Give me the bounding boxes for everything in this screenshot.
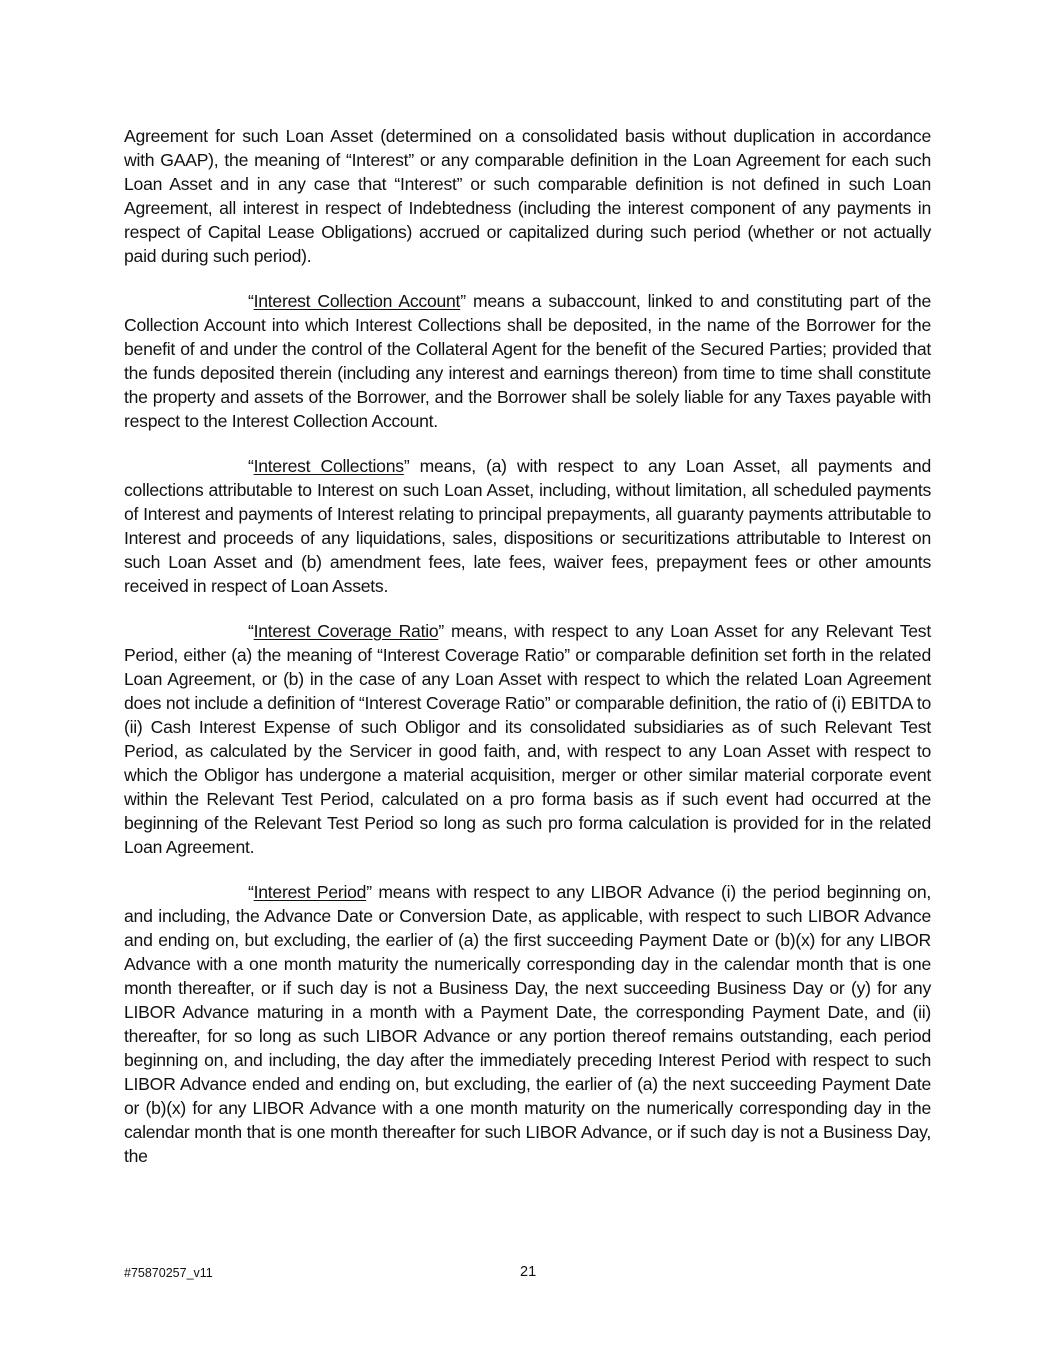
defined-term-interest-period: Interest Period bbox=[253, 882, 367, 902]
defined-term-interest-coverage-ratio: Interest Coverage Ratio bbox=[253, 621, 439, 641]
open-quote: “ bbox=[248, 621, 254, 641]
paragraph-interest-coverage-ratio bbox=[124, 619, 931, 859]
paragraph-text: ” means with respect to any LIBOR Advance (i) the period beginning on, and including, the Advance Date or Conversion Date, as applicable, with respect to such LIBOR Advance and ending on, but excluding, the earlier of (a) the first succeeding Payment Date or (b)(x) for any LIBOR Advance with a one month maturity the numerically corresponding day in the calendar month that is one month thereafter, or if such day is not a Business Day, the next succeeding Business Day or (y) for any LIBOR Advance maturing in a month with a Payment Date, the corresponding Payment Date, and (ii) thereafter, for so long as such LIBOR Advance or any portion thereof remains outstanding, each period beginning on, and including, the day after the immediately preceding Interest Period with respect to such LIBOR Advance ended and ending on, but excluding, the earlier of (a) the next succeeding Payment Date or (b)(x) for any LIBOR Advance with a one month maturity on the numerically corresponding day in the calendar month that is one month thereafter for such LIBOR Advance, or if such day is not a Business Day, the bbox=[124, 882, 932, 1166]
footer-document-id: #75870257_v11 bbox=[124, 1266, 213, 1280]
paragraph-interest-continuation bbox=[124, 124, 931, 268]
document-body bbox=[124, 124, 931, 1189]
paragraph-interest-collection-account bbox=[124, 289, 931, 433]
open-quote: “ bbox=[248, 882, 254, 902]
open-quote: “ bbox=[248, 291, 254, 311]
defined-term-interest-collections: Interest Collections bbox=[253, 456, 404, 476]
paragraph-interest-collections bbox=[124, 454, 931, 598]
footer-page-number: 21 bbox=[520, 1264, 537, 1280]
paragraph-text: ” means, (a) with respect to any Loan Asset, all payments and collections attributable to Interest on such Loan Asset, including, without limitation, all scheduled payments of Interest and payments of Interest relating to principal prepayments, all guaranty payments attributable to Interest and proceeds of any liquidations, sales, dispositions or securitizations attributable to Interest on such Loan Asset and (b) amendment fees, late fees, waiver fees, prepayment fees or other amounts received in respect of Loan Assets. bbox=[124, 456, 932, 596]
paragraph-text: ” means a subaccount, linked to and constituting part of the Collection Account into which Interest Collections shall be deposited, in the name of the Borrower for the benefit of and under the control of the Collateral Agent for the benefit of the Secured Parties; provided that the funds deposited therein (including any interest and earnings thereon) from time to time shall constitute the property and assets of the Borrower, and the Borrower shall be solely liable for any Taxes payable with respect to the Interest Collection Account. bbox=[124, 291, 931, 431]
paragraph-text: ” means, with respect to any Loan Asset for any Relevant Test Period, either (a) the meaning of “Interest Coverage Ratio” or comparable definition set forth in the related Loan Agreement, or (b) in the case of any Loan Asset with respect to which the related Loan Agreement does not include a definition of “Interest Coverage Ratio” or comparable definition, the ratio of (i) EBITDA to (ii) Cash Interest Expense of such Obligor and its consolidated subsidiaries as of such Relevant Test Period, as calculated by the Servicer in good faith, and, with respect to any Loan Asset with respect to which the Obligor has undergone a material acquisition, merger or other similar material corporate event within the Relevant Test Period, calculated on a pro forma basis as if such event had occurred at the beginning of the Relevant Test Period so long as such pro forma calculation is provided for in the related Loan Agreement. bbox=[124, 621, 931, 857]
paragraph-text: Agreement for such Loan Asset (determined on a consolidated basis without duplication in accordance with GAAP), the meaning of “Interest” or any comparable definition in the Loan Agreement for each such Loan Asset and in any case that “Interest” or such comparable definition is not defined in such Loan Agreement, all interest in respect of Indebtedness (including the interest component of any payments in respect of Capital Lease Obligations) accrued or capitalized during such period (whether or not actually paid during such period). bbox=[124, 126, 931, 266]
paragraph-interest-period bbox=[124, 880, 931, 1168]
defined-term-interest-collection-account: Interest Collection Account bbox=[253, 291, 461, 311]
open-quote: “ bbox=[248, 456, 254, 476]
